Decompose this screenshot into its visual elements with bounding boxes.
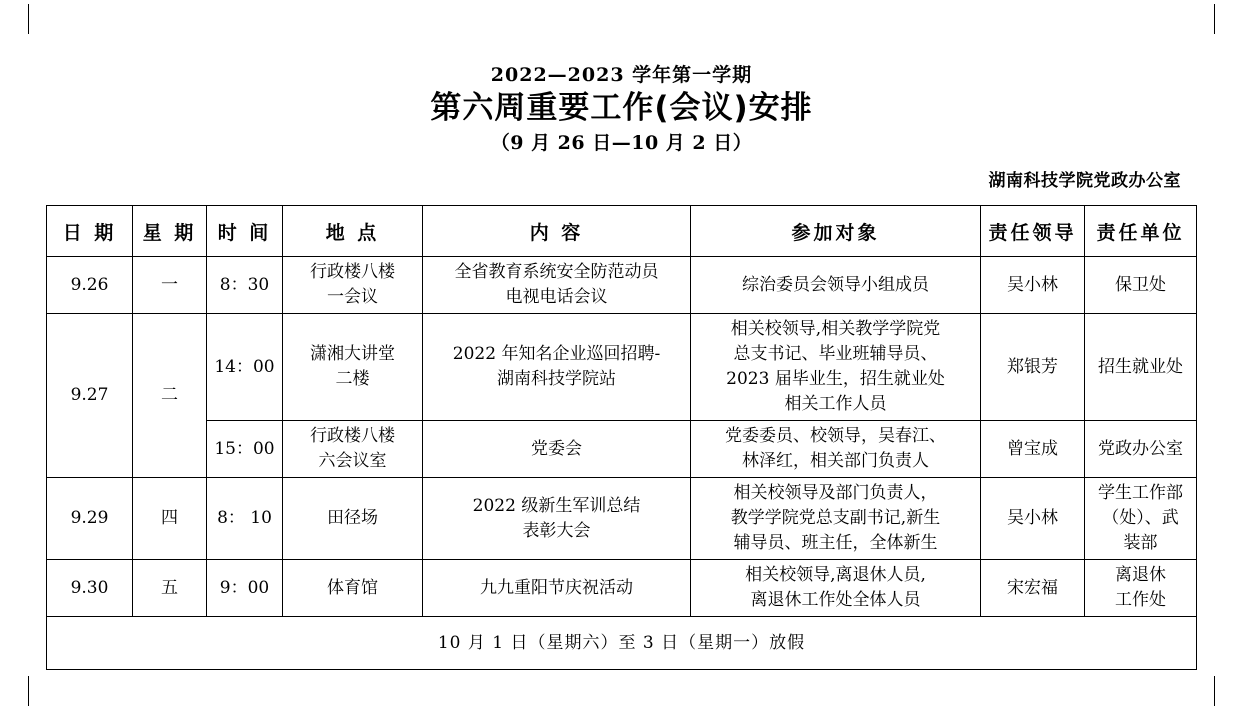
cell-time: 8：30 <box>207 257 283 314</box>
cell-participants-line: 相关校领导,相关教学学院党 <box>730 319 941 339</box>
cell-leader: 宋宏福 <box>981 560 1085 617</box>
cell-content-line: 2022 年知名企业巡回招聘- <box>452 344 661 364</box>
cell-unit-line: 装部 <box>1123 533 1158 553</box>
cell-place-line: 田径场 <box>327 508 378 528</box>
cell-participants-line: 2023 届毕业生，招生就业处 <box>726 369 945 389</box>
column-header-participants: 参加对象 <box>691 206 981 257</box>
cell-place-line: 一会议 <box>327 287 378 307</box>
column-header-unit: 责任单位 <box>1085 206 1197 257</box>
table-row <box>47 560 1197 617</box>
cell-place <box>283 478 423 560</box>
crop-mark-bottom-right <box>1186 676 1215 706</box>
cell-place <box>283 421 423 478</box>
cell-content <box>423 257 691 314</box>
cell-place-line: 潇湘大讲堂 <box>310 344 395 364</box>
document-header <box>0 62 1243 158</box>
cell-unit-line: 工作处 <box>1115 590 1166 610</box>
cell-time: 8： 10 <box>207 478 283 560</box>
cell-participants-line: 离退休工作处全体人员 <box>750 590 921 610</box>
crop-mark-top-left <box>28 4 57 34</box>
schedule-table-body <box>47 257 1197 670</box>
cell-content <box>423 421 691 478</box>
cell-content-line: 湖南科技学院站 <box>497 369 616 389</box>
cell-participants-line: 相关校领导及部门负责人， <box>733 483 938 503</box>
academic-year-line: 2022—2023 学年第一学期 <box>490 64 753 86</box>
cell-place-line: 行政楼八楼 <box>310 262 395 282</box>
cell-weekday: 五 <box>133 560 207 617</box>
cell-weekday: 四 <box>133 478 207 560</box>
cell-date: 9.30 <box>47 560 133 617</box>
column-header-place: 地 点 <box>283 206 423 257</box>
column-header-weekday: 星 期 <box>133 206 207 257</box>
cell-content <box>423 560 691 617</box>
cell-participants-line: 辅导员、班主任，全体新生 <box>733 533 938 553</box>
cell-participants <box>691 560 981 617</box>
cell-leader: 吴小林 <box>981 257 1085 314</box>
cell-unit <box>1085 257 1197 314</box>
cell-participants-line: 相关校领导,离退休人员, <box>745 565 926 585</box>
column-header-time: 时 间 <box>207 206 283 257</box>
cell-content-line: 九九重阳节庆祝活动 <box>480 577 633 598</box>
cell-place-line: 二楼 <box>335 369 370 389</box>
column-header-content: 内 容 <box>423 206 691 257</box>
cell-unit-line: 学生工作部 <box>1098 483 1183 503</box>
cell-content <box>423 478 691 560</box>
cell-participants-line: 总支书记、毕业班辅导员、 <box>733 344 938 364</box>
cell-date: 9.27 <box>47 314 133 478</box>
cell-participants <box>691 257 981 314</box>
cell-content <box>423 314 691 421</box>
cell-content-line: 表彰大会 <box>522 520 591 541</box>
table-row <box>47 421 1197 478</box>
cell-place <box>283 257 423 314</box>
cell-unit-line: 招生就业处 <box>1098 356 1183 377</box>
column-header-leader: 责任领导 <box>981 206 1085 257</box>
crop-mark-top-right <box>1186 4 1215 34</box>
cell-time: 15：00 <box>207 421 283 478</box>
cell-participants <box>691 421 981 478</box>
cell-place <box>283 314 423 421</box>
cell-weekday: 二 <box>133 314 207 478</box>
cell-place-line: 体育馆 <box>327 577 378 598</box>
table-row <box>47 314 1197 421</box>
cell-participants-line: 教学学院党总支副书记,新生 <box>730 508 941 528</box>
cell-content-line: 电视电话会议 <box>505 287 608 307</box>
column-header-date: 日 期 <box>47 206 133 257</box>
table-row <box>47 257 1197 314</box>
cell-participants <box>691 478 981 560</box>
schedule-table <box>46 205 1197 670</box>
cell-participants-line: 党委委员、校领导，吴春江、 <box>725 426 946 446</box>
crop-mark-bottom-left <box>28 676 57 706</box>
date-range-line: （9 月 26 日—10 月 2 日） <box>490 132 753 154</box>
holiday-note: 10 月 1 日（星期六）至 3 日（星期一）放假 <box>47 617 1197 670</box>
cell-leader: 曾宝成 <box>981 421 1085 478</box>
table-header-row <box>47 206 1197 257</box>
cell-unit-line: （处）、武 <box>1102 508 1179 528</box>
cell-date: 9.29 <box>47 478 133 560</box>
table-footer-row <box>47 617 1197 670</box>
cell-participants-line: 相关工作人员 <box>784 394 887 414</box>
table-row <box>47 478 1197 560</box>
cell-leader: 郑银芳 <box>981 314 1085 421</box>
cell-unit-line: 离退休 <box>1115 565 1166 585</box>
cell-participants-line: 林泽红，相关部门负责人 <box>742 451 929 471</box>
cell-time: 9：00 <box>207 560 283 617</box>
cell-unit <box>1085 560 1197 617</box>
cell-participants <box>691 314 981 421</box>
cell-leader: 吴小林 <box>981 478 1085 560</box>
cell-unit-line: 党政办公室 <box>1098 438 1183 459</box>
cell-participants-line: 综治委员会领导小组成员 <box>742 274 929 295</box>
cell-content-line: 党委会 <box>531 438 582 459</box>
cell-date: 9.26 <box>47 257 133 314</box>
cell-unit <box>1085 478 1197 560</box>
issuing-office: 湖南科技学院党政办公室 <box>988 171 1181 191</box>
cell-unit <box>1085 314 1197 421</box>
page-title: 第六周重要工作(会议)安排 <box>430 90 813 126</box>
cell-time: 14：00 <box>207 314 283 421</box>
cell-unit-line: 保卫处 <box>1115 274 1166 295</box>
cell-place-line: 行政楼八楼 <box>310 426 395 446</box>
cell-content-line: 全省教育系统安全防范动员 <box>454 262 659 282</box>
cell-unit <box>1085 421 1197 478</box>
cell-place <box>283 560 423 617</box>
cell-place-line: 六会议室 <box>318 451 387 471</box>
cell-content-line: 2022 级新生军训总结 <box>472 495 641 516</box>
cell-weekday: 一 <box>133 257 207 314</box>
